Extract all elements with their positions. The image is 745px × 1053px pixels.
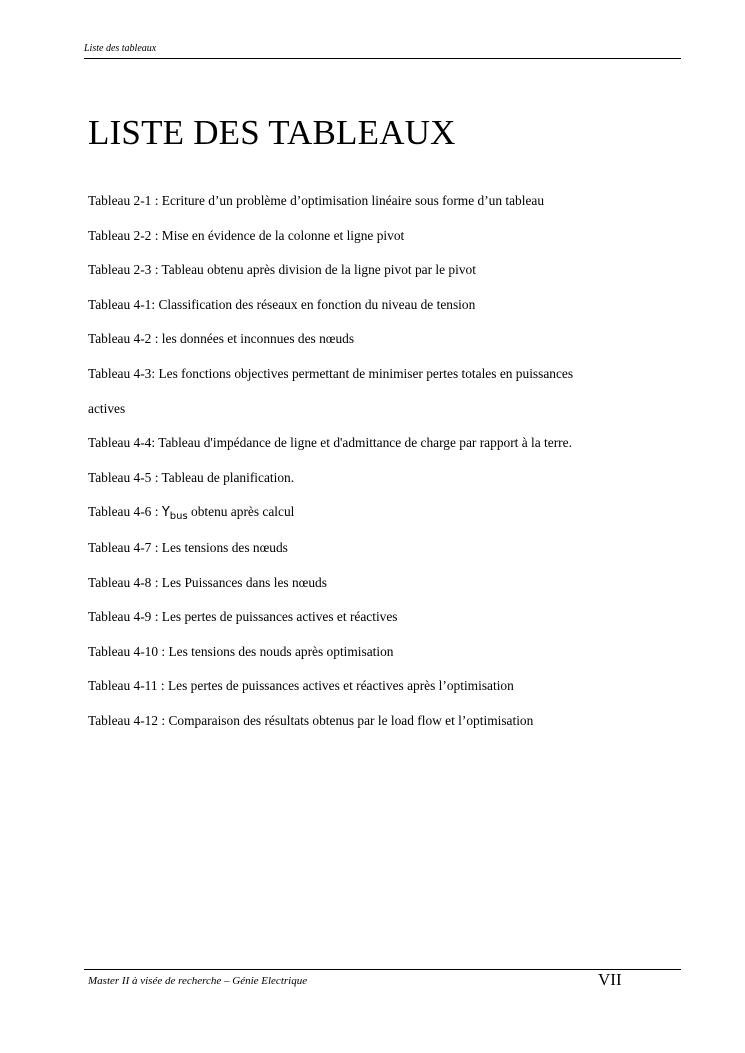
footer-rule bbox=[84, 969, 681, 970]
running-header: Liste des tableaux bbox=[84, 43, 157, 54]
list-item: Tableau 4-9 : Les pertes de puissances actives et réactives bbox=[88, 609, 398, 625]
header-rule bbox=[84, 58, 681, 59]
list-item: Tableau 2-2 : Mise en évidence de la colonne et ligne pivot bbox=[88, 227, 405, 243]
page-number: VII bbox=[598, 970, 622, 989]
list-item: Tableau 4-11 : Les pertes de puissances actives et réactives après l’optimisation bbox=[88, 678, 514, 694]
ybus-subscript: bus bbox=[169, 511, 188, 523]
list-item: Tableau 4-8 : Les Puissances dans les nœuds bbox=[88, 574, 327, 590]
list-item: Tableau 4-2 : les données et inconnues des nœuds bbox=[88, 331, 355, 347]
list-item-suffix: obtenu après calcul bbox=[187, 504, 295, 520]
running-footer: Master II à visée de recherche – Génie Electrique bbox=[88, 975, 308, 987]
list-item bbox=[88, 364, 668, 419]
page-title: LISTE DES TABLEAUX bbox=[88, 113, 456, 152]
list-item: Tableau 4-7 : Les tensions des nœuds bbox=[88, 539, 288, 555]
list-item: Tableau 2-1 : Ecriture d’un problème d’optimisation linéaire sous forme d’un tableau bbox=[88, 193, 545, 208]
ybus-letter: Y bbox=[161, 505, 170, 521]
table-list bbox=[88, 191, 668, 746]
list-item: Tableau 4-4: Tableau d'impédance de ligne et d'admittance de charge par rapport à la terre. bbox=[88, 435, 572, 451]
list-item-text: Tableau 4-3: Les fonctions objectives permettant de minimiser pertes totales en puissances bbox=[88, 365, 574, 381]
ybus-symbol bbox=[161, 505, 188, 523]
list-item-prefix: Tableau 4-6 : bbox=[88, 504, 162, 520]
list-item: Tableau 4-1: Classification des réseaux en fonction du niveau de tension bbox=[88, 296, 476, 312]
list-item: Tableau 4-10 : Les tensions des nouds après optimisation bbox=[88, 643, 394, 659]
list-item: Tableau 4-5 : Tableau de planification. bbox=[88, 469, 295, 485]
list-item bbox=[88, 502, 668, 523]
list-item: Tableau 4-12 : Comparaison des résultats obtenus par le load flow et l’optimisation bbox=[88, 712, 534, 728]
list-item-continuation: actives bbox=[88, 400, 126, 416]
list-item: Tableau 2-3 : Tableau obtenu après division de la ligne pivot par le pivot bbox=[88, 262, 476, 278]
